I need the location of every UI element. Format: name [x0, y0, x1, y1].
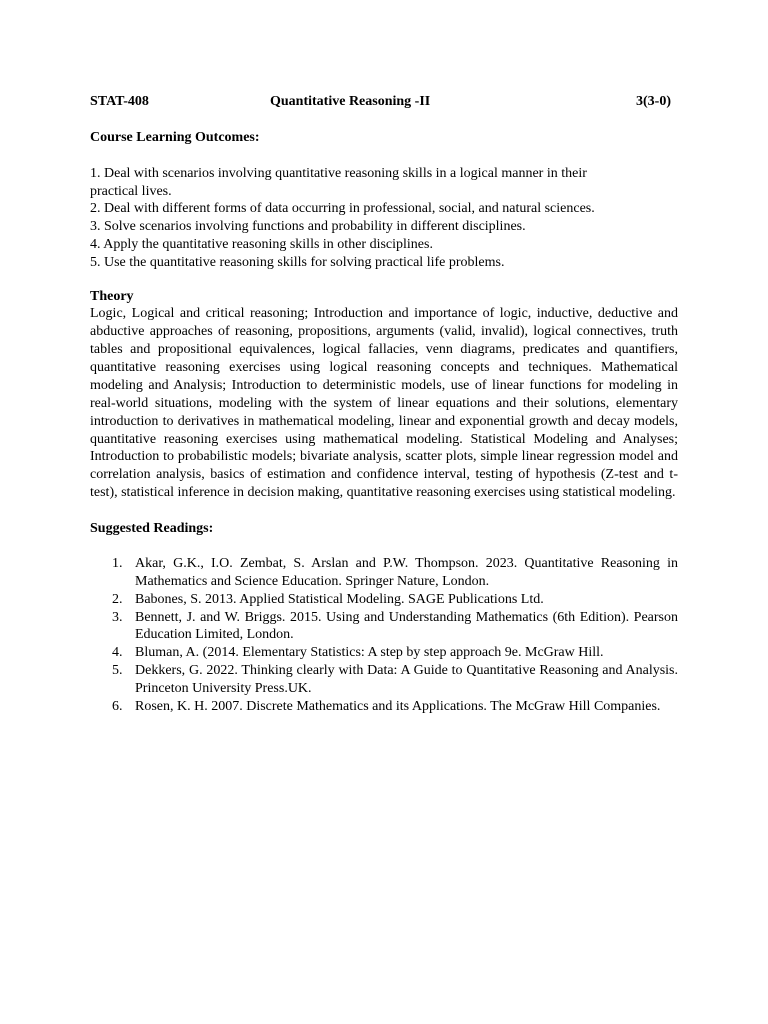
theory-heading: Theory	[90, 289, 134, 305]
learning-outcome-item: 4. Apply the quantitative reasoning skills in other disciplines.	[90, 236, 433, 252]
learning-outcome-item: 5. Use the quantitative reasoning skills for solving practical life problems.	[90, 254, 505, 270]
reading-number: 2.	[112, 591, 123, 607]
learning-outcomes-list	[90, 165, 678, 271]
reading-item	[90, 698, 678, 716]
reading-number: 1.	[112, 556, 123, 572]
reading-item	[90, 644, 678, 662]
document-page	[90, 93, 678, 715]
reading-item	[90, 555, 678, 591]
suggested-readings-heading: Suggested Readings:	[90, 521, 214, 537]
reading-item	[90, 609, 678, 645]
reading-item	[90, 662, 678, 698]
learning-outcomes-heading: Course Learning Outcomes:	[90, 130, 260, 145]
course-title: Quantitative Reasoning -II	[270, 94, 431, 109]
reading-number: 3.	[112, 609, 123, 625]
reading-citation: Rosen, K. H. 2007. Discrete Mathematics and its Applications. The McGraw Hill Companies.	[135, 698, 661, 714]
learning-outcome-item: 2. Deal with different forms of data occurring in professional, social, and natural sciences.	[90, 201, 595, 217]
reading-number: 5.	[112, 662, 123, 678]
reading-citation: Akar, G.K., I.O. Zembat, S. Arslan and P.W. Thompson. 2023. Quantitative Reasoning in Mathematics and Science Education. Springer Nature, London.	[135, 556, 678, 589]
learning-outcome-item: 3. Solve scenarios involving functions and probability in different disciplines.	[90, 219, 526, 235]
reading-citation: Babones, S. 2013. Applied Statistical Modeling. SAGE Publications Ltd.	[135, 591, 544, 607]
reading-number: 4.	[112, 645, 123, 661]
reading-citation: Bennett, J. and W. Briggs. 2015. Using and Understanding Mathematics (6th Edition). Pearson Education Limited, London.	[135, 609, 678, 643]
suggested-readings-list	[90, 555, 678, 715]
reading-citation: Bluman, A. (2014. Elementary Statistics: A step by step approach 9e. McGraw Hill.	[135, 645, 604, 661]
theory-paragraph: Logic, Logical and critical reasoning; Introduction and importance of logic, inductive, deductive and abductive approaches of reasoning, propositions, arguments (valid, invalid), logical connectives, truth tables and propositional equivalences, logical fallacies, venn diagrams, predicates and quantifiers, quantitative reasoning exercises using logical reasoning concepts and techniques. Mathematical modeling and Analysis; Introduction to deterministic models, use of linear functions for modeling in real-world situations, modeling with the system of linear equations and their solutions, elementary introduction to derivatives in mathematical modeling, linear and exponential growth and decay models, quantitative reasoning exercises using mathematical modeling. Statistical Modeling and Analyses; Introduction to probabilistic models; bivariate analysis, scatter plots, simple linear regression model and correlation analysis, basics of estimation and confidence interval, testing of hypothesis (Z-test and t-test), statistical inference in decision making, quantitative reasoning exercises using statistical modeling.	[90, 306, 678, 501]
learning-outcome-item: 1. Deal with scenarios involving quantitative reasoning skills in a logical manner in their practical lives.	[90, 166, 587, 199]
course-credits: 3(3-0)	[636, 94, 671, 109]
reading-item	[90, 591, 678, 609]
reading-citation: Dekkers, G. 2022. Thinking clearly with Data: A Guide to Quantitative Reasoning and Analysis. Princeton University Press.UK.	[135, 662, 678, 696]
reading-number: 6.	[112, 698, 123, 714]
course-header	[90, 93, 678, 111]
course-code: STAT-408	[90, 94, 149, 109]
